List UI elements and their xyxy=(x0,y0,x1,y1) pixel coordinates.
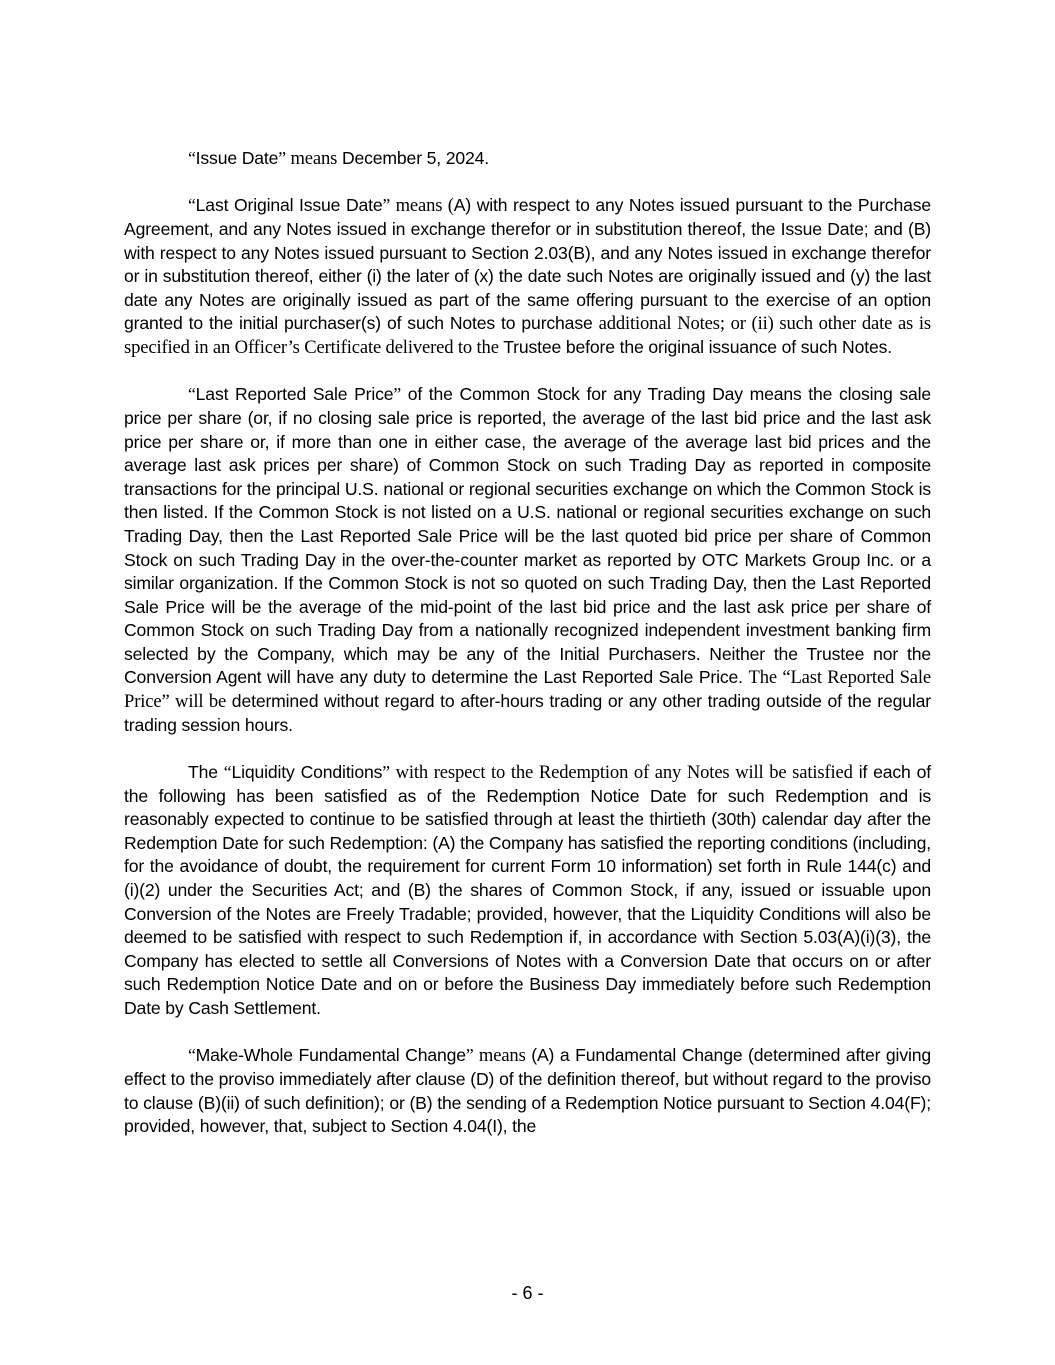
close-quote: ” xyxy=(393,384,402,405)
definition-text-serif: The “Last Reported Sale Price” will be xyxy=(124,667,931,713)
open-quote: “ xyxy=(188,148,196,168)
lead-word: The xyxy=(188,762,224,783)
definition-last-reported-sale-price xyxy=(124,383,931,737)
definition-text-tail: Trustee before the original issuance of such Notes. xyxy=(498,336,892,357)
defined-term: Last Original Issue Date xyxy=(195,195,383,216)
defined-term: Last Reported Sale Price xyxy=(195,384,394,405)
definition-text: A) with respect to any Notes issued pursuant to the Purchase Agreement, and any Notes issued in exchange therefor or in substitution thereof, the Issue Date; and (B) with respect to any Notes issued pursuant to Section 2.03(B), and any Notes issued in exchange therefor or in substitution thereof, either (i) the later of (x) the date such Notes are originally issued and (y) the last date any Notes are originally issued as part of the same offering pursuant to the exercise of an option granted to the initial purchaser(s) of such Notes to purchase xyxy=(124,195,931,334)
definition-text-serif: with respect to the Redemption of any Notes will be satisfied xyxy=(389,762,853,784)
definition-last-original-issue-date xyxy=(124,194,931,359)
definition-text: December 5, 2024. xyxy=(337,148,490,168)
means-word: means xyxy=(473,1045,526,1067)
means-word: means ( xyxy=(390,195,454,217)
page-number: - 6 - xyxy=(511,1283,544,1303)
open-quote: “ xyxy=(188,195,196,216)
definition-make-whole-fundamental-change xyxy=(124,1044,931,1138)
close-quote: ” xyxy=(278,148,286,168)
document-body xyxy=(124,147,931,1139)
defined-term: Liquidity Conditions xyxy=(231,762,383,783)
close-quote: ” xyxy=(382,762,390,783)
means-word: means xyxy=(285,148,338,169)
definition-text-tail: determined without regard to after-hours trading or any other trading outside of the regular trading session hours. xyxy=(124,691,931,735)
close-quote: ” xyxy=(465,1045,474,1066)
open-quote: “ xyxy=(188,384,196,405)
definition-text: if each of the following has been satisfied as of the Redemption Notice Date for such Redemption and is reasonably expected to continue to be satisfied through at least the thirtieth (30th) calendar day after the Redemption Date for such Redemption: (A) the Company has satisfied the reporting conditions (including, for the avoidance of doubt, the requirement for current Form 10 information) set forth in Rule 144(c) and (i)(2) under the Securities Act; and (B) the shares of Common Stock, if any, issued or issuable upon Conversion of the Notes are Freely Tradable; provided, however, that the Liquidity Conditions will also be deemed to be satisfied with respect to such Redemption if, in accordance with Section 5.03(A)(i)(3), the Company has elected to settle all Conversions of Notes with a Conversion Date that occurs on or after such Redemption Notice Date and on or before the Business Day immediately before such Redemption Date by Cash Settlement. xyxy=(124,762,932,1018)
definition-text: (A) a Fundamental Change (determined after giving effect to the proviso immediately after clause (D) of the definition thereof, but without regard to the proviso to clause (B)(ii) of such definition); or (B) the sending of a Redemption Notice pursuant to Section 4.04(F); provided, however, that, subject to Section 4.04(I), the xyxy=(124,1045,931,1137)
defined-term: Make-Whole Fundamental Change xyxy=(195,1045,466,1066)
open-quote: “ xyxy=(188,1045,196,1066)
close-quote: ” xyxy=(382,195,391,216)
defined-term: Issue Date xyxy=(195,148,279,168)
definition-text-serif: additional Notes; or (ii) such other date as is specified in an Officer’s Certificate delivered to the xyxy=(124,313,931,358)
definition-liquidity-conditions xyxy=(124,761,931,1021)
definition-text: of the Common Stock for any Trading Day means the closing sale price per share (or, if no closing sale price is reported, the average of the last bid price and the last ask price per share or, if more than one in either case, the average of the average last bid prices and the average last ask prices per share) of Common Stock on such Trading Day as reported in composite transactions for the principal U.S. national or regional securities exchange on which the Common Stock is then listed. If the Common Stock is not listed on a U.S. national or regional securities exchange on such Trading Day, then the Last Reported Sale Price will be the last quoted bid price per share of Common Stock on such Trading Day in the over-the-counter market as reported by OTC Markets Group Inc. or a similar organization. If the Common Stock is not so quoted on such Trading Day, then the Last Reported Sale Price will be the average of the mid-point of the last bid price and the last ask price per share of Common Stock on such Trading Day from a nationally recognized independent investment banking firm selected by the Company, which may be any of the Initial Purchasers. Neither the Trustee nor the Conversion Agent will have any duty to determine the Last Reported Sale Price. xyxy=(124,384,931,688)
definition-issue-date xyxy=(124,147,931,171)
open-quote: “ xyxy=(223,762,232,783)
